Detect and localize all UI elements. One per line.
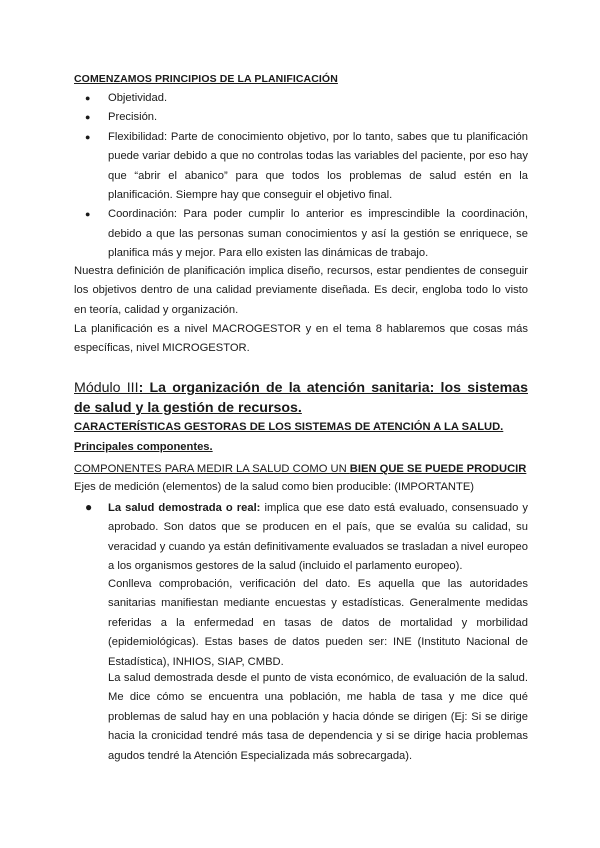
subheading-components: Principales componentes. bbox=[74, 441, 213, 453]
bullet-icon: ● bbox=[85, 500, 93, 514]
bullet-icon: ● bbox=[85, 209, 91, 220]
bullet-icon: ● bbox=[85, 93, 91, 103]
list-item: ● Flexibilidad: Parte de conocimiento objetivo, por lo tanto, sabes que tu planificación puede variar debido a que no controlas todas las variables del paciente, por eso hay que “abrir el abanico” para que todos los problemas de salud estén en la planificación. Siempre hay que conseguir el objetivo final. bbox=[74, 128, 528, 206]
bullet-icon: ● bbox=[85, 112, 91, 123]
module-title: Módulo III: La organización de la atención sanitaria: los sistemas de salud y la gestión de recursos. bbox=[74, 380, 528, 416]
bullet-icon: ● bbox=[85, 131, 91, 142]
economic-health-paragraph: La salud demostrada desde el punto de vista económico, de evaluación de la salud. Me dice cómo se encuentra una población, me habla de tasa y me dice qué problemas de salud hay en una población y hacia dónde se dirigen (Ej: Si se dirige hacia la cronicidad tendré más tasa de dependencia y si se dirige hacia problemas agudos tendré la Atención Especializada más sobrecargada). bbox=[108, 672, 528, 762]
health-axes-list bbox=[74, 499, 528, 577]
subheading-characteristics: CARACTERÍSTICAS GESTORAS DE LOS SISTEMAS DE ATENCIÓN A LA SALUD. bbox=[74, 421, 504, 433]
list-item: ● Coordinación: Para poder cumplir lo anterior es imprescindible la coordinación, debido a que las personas suman conocimientos y así la gestión se enriquece, se planifica más y mejor. Para ello existen las dinámicas de trabajo. bbox=[74, 205, 528, 263]
planning-level-paragraph: La planificación es a nivel MACROGESTOR y en el tema 8 hablaremos que cosas más específicas, nivel MICROGESTOR. bbox=[74, 323, 528, 355]
section-heading-principles: COMENZAMOS PRINCIPIOS DE LA PLANIFICACIÓN bbox=[74, 73, 338, 85]
measurement-axes-text: Ejes de medición (elementos) de la salud como bien producible: (IMPORTANTE) bbox=[74, 481, 475, 493]
components-heading: COMPONENTES PARA MEDIR LA SALUD COMO UN BIEN QUE SE PUEDE PRODUCIR bbox=[74, 463, 527, 475]
planning-definition-paragraph: Nuestra definición de planificación implica diseño, recursos, estar pendientes de conseguir los objetivos dentro de una calidad previamente diseñada. Es decir, engloba todo lo visto en teoría, calidad y organización. bbox=[74, 265, 528, 316]
list-item: ● Objetividad. bbox=[74, 89, 528, 108]
verification-paragraph: Conlleva comprobación, verificación del dato. Es aquella que las autoridades sanitarias manifiestan mediante encuestas y estadísticas. Generalmente medidas referidas a la enfermedad en tasas de datos de mortalidad y morbilidad (epidemiológicas). Estas bases de datos pueden ser: INE (Instituto Nacional de Estadística), INHIOS, SIAP, CMBD. bbox=[108, 578, 528, 668]
principles-list bbox=[74, 89, 528, 264]
list-item: ● La salud demostrada o real: implica que ese dato está evaluado, consensuado y aprobado. Son datos que se producen en el país, que se evalúa su calidad, su veracidad y cuando ya están definitivamente evaluados se trasladan a nivel europeo a los organismos gestores de la salud (incluido el parlamento europeo). bbox=[85, 500, 528, 573]
list-item: ● Precisión. bbox=[74, 108, 528, 127]
